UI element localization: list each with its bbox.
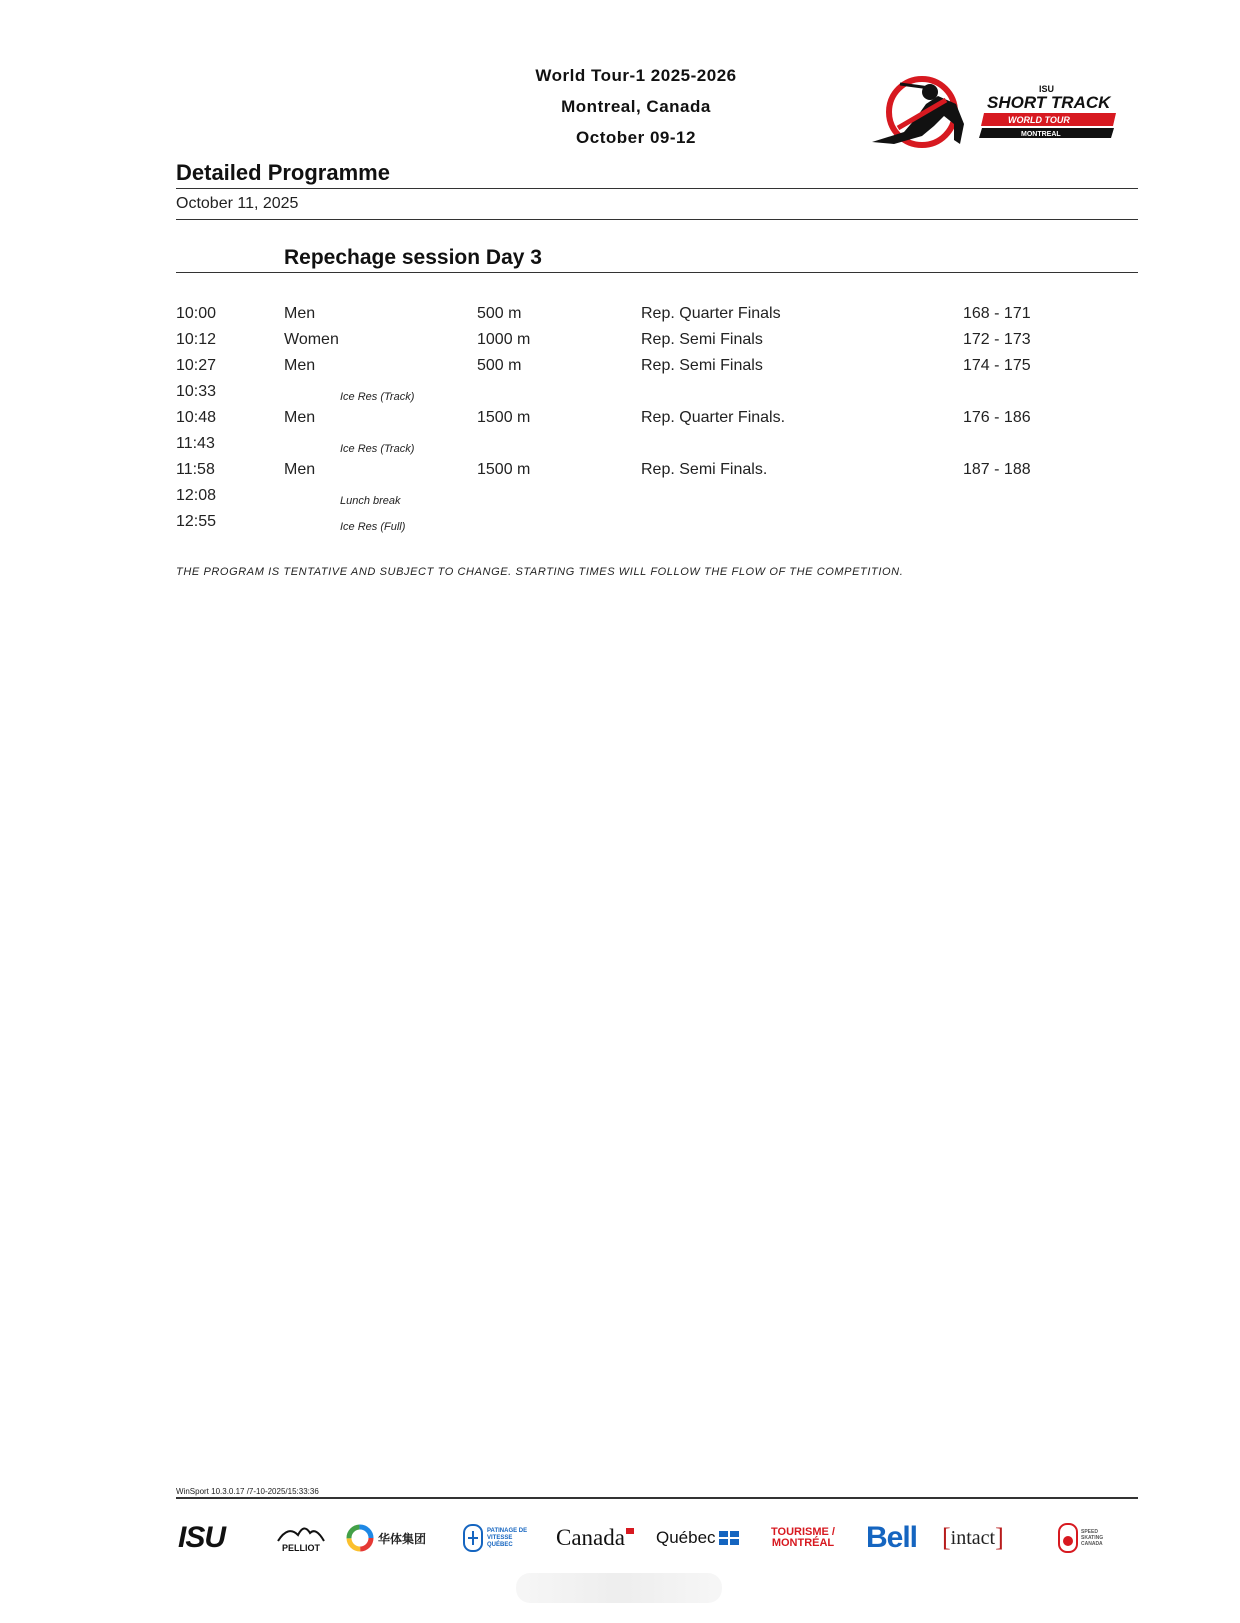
- bell-logo: Bell: [866, 1521, 918, 1554]
- event-dates: October 09-12: [576, 128, 696, 147]
- speed-skating-canada-logo: SPEED SKATING CANADA: [1058, 1518, 1107, 1558]
- footer-rule: [176, 1497, 1138, 1499]
- bracket-icon: ]: [995, 1523, 1004, 1552]
- canada-logo: Canada: [556, 1518, 634, 1558]
- page-indicator: [516, 1573, 722, 1603]
- time: 10:12: [176, 331, 217, 348]
- tourisme-logo: TOURISME / MONTRÉAL: [771, 1526, 835, 1549]
- races: 187 - 188: [963, 461, 1031, 478]
- svg-text:ISU: ISU: [1039, 84, 1055, 94]
- time: 12:55: [176, 513, 217, 530]
- short-track-logo: [864, 74, 1124, 154]
- date-rule: [176, 219, 1138, 220]
- title-rule: [176, 188, 1138, 189]
- note: Ice Res (Track): [340, 391, 415, 403]
- ring-icon: [346, 1524, 374, 1552]
- skater-icon: [864, 74, 1124, 154]
- note: Lunch break: [340, 495, 401, 507]
- schedule-row: [176, 357, 1138, 381]
- round: Rep. Quarter Finals: [641, 305, 781, 322]
- fleurdelis-flag-icon: [719, 1531, 739, 1545]
- schedule-row-note: [176, 383, 1138, 407]
- quebec-logo: Québec: [656, 1518, 739, 1558]
- intact-logo: [ intact ]: [942, 1523, 1004, 1552]
- category: Men: [284, 409, 316, 426]
- time: 10:48: [176, 409, 217, 426]
- pelliot-logo: PELLIOT: [276, 1518, 326, 1558]
- round: Rep. Semi Finals: [641, 357, 763, 374]
- bracket-icon: [: [942, 1523, 951, 1552]
- note: Ice Res (Track): [340, 443, 415, 455]
- doc-date: October 11, 2025: [176, 195, 299, 212]
- doc-title: Detailed Programme: [176, 160, 390, 185]
- event-location: Montreal, Canada: [561, 97, 711, 116]
- svg-text:WORLD TOUR: WORLD TOUR: [1008, 115, 1070, 125]
- races: 174 - 175: [963, 357, 1031, 374]
- time: 12:08: [176, 487, 217, 504]
- round: Rep. Semi Finals.: [641, 461, 768, 478]
- note: Ice Res (Full): [340, 521, 406, 533]
- isu-logo: ISU: [178, 1521, 226, 1554]
- schedule-row-note: [176, 487, 1138, 511]
- time: 10:00: [176, 305, 217, 322]
- category: Men: [284, 305, 316, 322]
- huati-logo: 华体集团: [346, 1518, 426, 1558]
- time: 10:27: [176, 357, 217, 374]
- category: Men: [284, 357, 316, 374]
- schedule-row-note: [176, 435, 1138, 459]
- distance: 1500 m: [477, 409, 531, 426]
- round: Rep. Quarter Finals.: [641, 409, 786, 426]
- schedule-row-note: [176, 513, 1138, 537]
- time: 11:58: [176, 461, 215, 478]
- schedule-row: [176, 461, 1138, 485]
- races: 172 - 173: [963, 331, 1031, 348]
- schedule-row: [176, 305, 1138, 329]
- patinage-logo: PATINAGE DE VITESSE QUÉBEC: [462, 1518, 531, 1558]
- races: 176 - 186: [963, 409, 1031, 426]
- svg-text:SHORT TRACK: SHORT TRACK: [987, 93, 1111, 112]
- session-rule: [176, 272, 1138, 273]
- schedule-row: [176, 409, 1138, 433]
- schedule-row: [176, 331, 1138, 355]
- software-stamp: WinSport 10.3.0.17 /7-10-2025/15:33:36: [176, 1487, 319, 1496]
- distance: 1000 m: [477, 331, 531, 348]
- time: 10:33: [176, 383, 217, 400]
- category: Men: [284, 461, 316, 478]
- svg-text:MONTREAL: MONTREAL: [1021, 131, 1061, 138]
- races: 168 - 171: [963, 305, 1031, 322]
- distance: 500 m: [477, 357, 522, 374]
- wave-icon: [276, 1523, 326, 1543]
- shield-icon: [462, 1523, 484, 1553]
- distance: 500 m: [477, 305, 522, 322]
- distance: 1500 m: [477, 461, 531, 478]
- session-title: Repechage session Day 3: [284, 246, 542, 269]
- flag-icon: [626, 1528, 634, 1534]
- time: 11:43: [176, 435, 215, 452]
- maple-leaf-icon: [1058, 1523, 1078, 1553]
- disclaimer: THE PROGRAM IS TENTATIVE AND SUBJECT TO CHANGE. STARTING TIMES WILL FOLLOW THE FLOW OF THE COMPETITION.: [176, 566, 904, 578]
- category: Women: [284, 331, 339, 348]
- event-title: World Tour-1 2025-2026: [535, 66, 737, 85]
- round: Rep. Semi Finals: [641, 331, 763, 348]
